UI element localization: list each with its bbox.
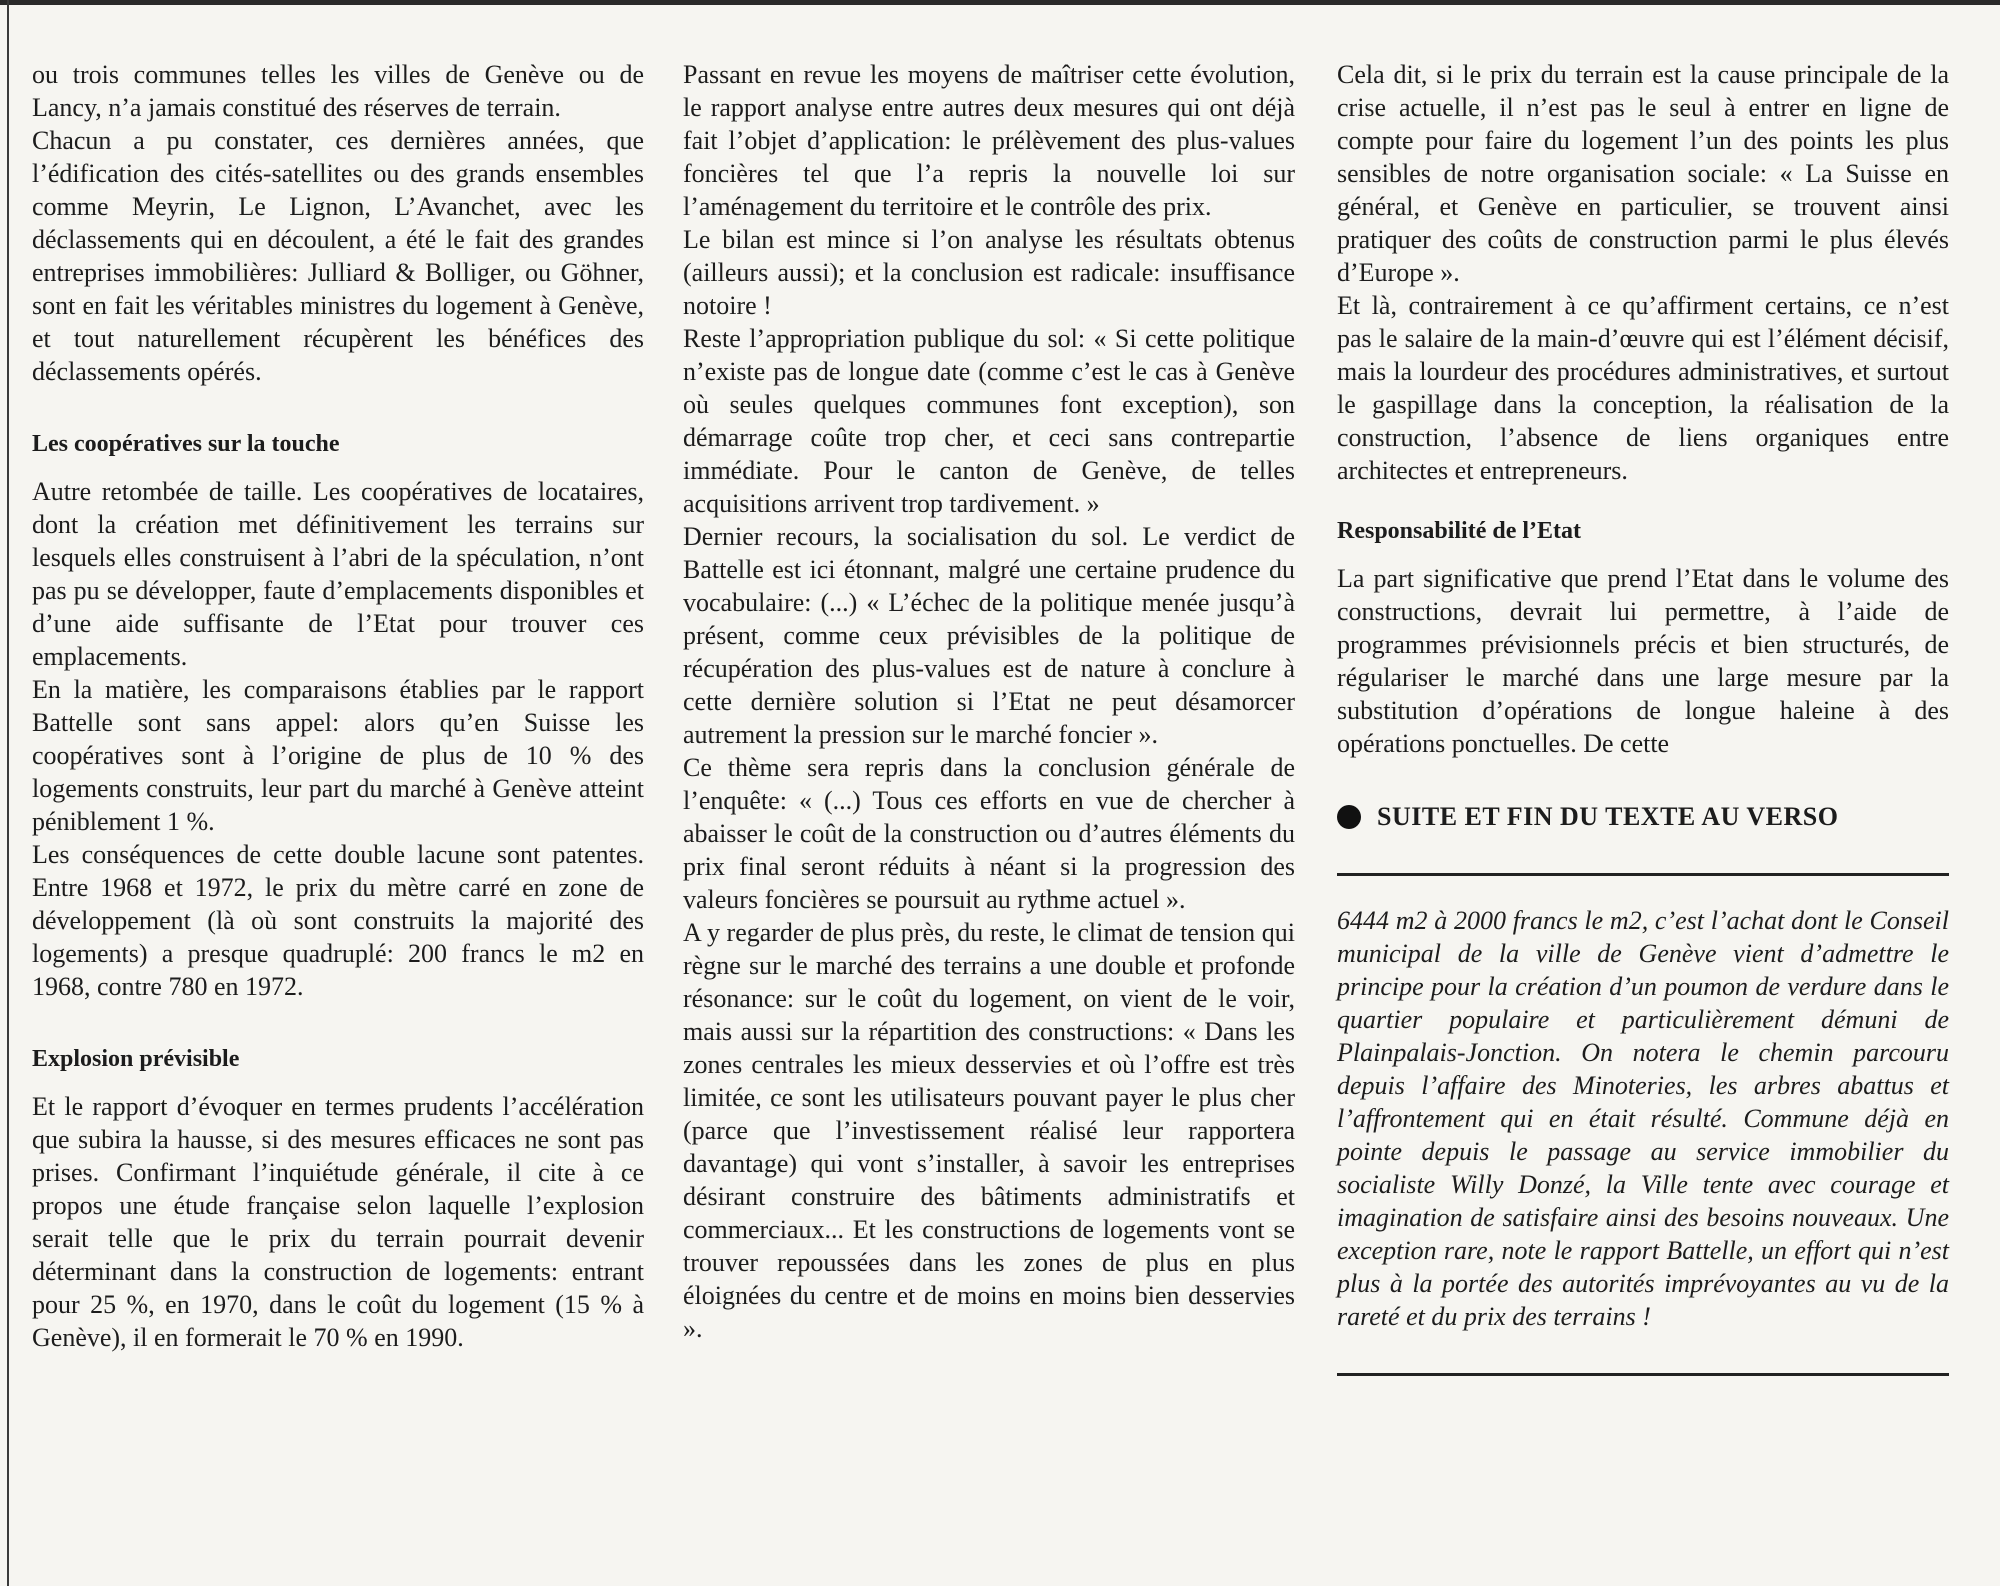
section-heading: Responsabilité de l’Etat xyxy=(1337,518,1582,544)
caption-bottom-rule xyxy=(1337,1373,1949,1376)
section-heading: Explosion prévisible xyxy=(32,1046,240,1072)
left-rule xyxy=(7,0,9,1586)
continued-notice-text: SUITE ET FIN DU TEXTE AU VERSO xyxy=(1377,802,1839,831)
paragraph: En la matière, les comparaisons établies par le rapport Battelle sont sans appel: alors qu’en Suisse les coopératives sont à l’origine de plus de 10 % des logements construits, leur part du marché à Genève atteint péniblement 1 %. xyxy=(32,675,644,836)
caption-text: 6444 m2 à 2000 francs le m2, c’est l’achat dont le Conseil municipal de la ville de Genève vient d’admettre le principe pour la création d’un poumon de verdure dans le quartier populaire et particulièrement démuni de Plainpalais-Jonction. On notera le chemin parcouru depuis l’affaire des Minoteries, les arbres abattus et l’affrontement qui en était résulté. Commune déjà en pointe depuis le passage au service immobilier du socialiste Willy Donzé, la Ville tente avec courage et imagination de satisfaire ainsi des besoins nouveaux. Une exception rare, note le rapport Battelle, un effort qui n’est plus à la portée des autorités imprévoyantes au vu de la rareté et du prix des terrains ! xyxy=(1337,906,1949,1331)
photo-caption xyxy=(1337,904,1949,1333)
paragraph: Les conséquences de cette double lacune sont patentes. Entre 1968 et 1972, le prix du mètre carré en zone de développement (là où sont construits la majorité des logements) a presque quadruplé: 200 francs le m2 en 1968, contre 780 en 1972. xyxy=(32,840,644,1001)
paragraph: La part significative que prend l’Etat dans le volume des constructions, devrait lui permettre, à l’aide de programmes prévisionnels précis et bien structurés, de régulariser le marché dans une large mesure par la substitution d’opérations de longue haleine à des opérations ponctuelles. De cette xyxy=(1337,564,1949,758)
paragraph: Ce thème sera repris dans la conclusion générale de l’enquête: « (...) Tous ces efforts en vue de chercher à abaisser le coût de la construction ou d’autres éléments du prix final seront réduits à néant si la progression des valeurs foncières se poursuit au rythme actuel ». xyxy=(683,753,1295,914)
paragraph: Et le rapport d’évoquer en termes prudents l’accélération que subira la hausse, si des mesures efficaces ne sont pas prises. Confirmant l’inquiétude générale, il cite à ce propos une étude française selon laquelle l’explosion serait telle que le prix du terrain pourrait devenir déterminant dans la construction de logements: entrant pour 25 %, en 1970, dans le coût du logement (15 % à Genève), il en formerait le 70 % en 1990. xyxy=(32,1092,644,1352)
column-2 xyxy=(683,58,1295,1345)
column-3 xyxy=(1337,58,1949,1376)
paragraph: Et là, contrairement à ce qu’affirment certains, ce n’est pas le salaire de la main-d’œuvre qui est l’élément décisif, mais la lourdeur des procédures administratives, et surtout le gaspillage dans la conception, la réalisation de la construction, l’absence de liens organiques entre architectes et entrepreneurs. xyxy=(1337,291,1949,485)
paragraph: Passant en revue les moyens de maîtriser cette évolution, le rapport analyse entre autres deux mesures qui ont déjà fait l’objet d’application: le prélèvement des plus-values foncières tel que l’a repris la nouvelle loi sur l’aménagement du territoire et le contrôle des prix. xyxy=(683,60,1295,221)
paragraph: A y regarder de plus près, du reste, le climat de tension qui règne sur le marché des terrains a une double et profonde résonance: sur le coût du logement, on vient de le voir, mais aussi sur la répartition des constructions: « Dans les zones centrales les mieux desservies et où l’offre est très limitée, ce sont les utilisateurs pouvant payer le plus cher (parce que l’investissement réalisé leur rapportera davantage) qui vont s’installer, à savoir les entreprises désirant construire des bâtiments administratifs et commerciaux... Et les constructions de logements vont se trouver repoussées dans les zones de plus en plus éloignées du centre et de moins en moins bien desservies ». xyxy=(683,918,1295,1343)
bullet-icon xyxy=(1337,805,1361,829)
paragraph: Dernier recours, la socialisation du sol. Le verdict de Battelle est ici étonnant, malgré une certaine prudence du vocabulaire: (...) « L’échec de la politique menée jusqu’à présent, comme ceux prévisibles de la politique de récupération des plus-values est de nature à conclure à cette dernière solution si l’Etat ne peut désamorcer autrement la pression sur le marché foncier ». xyxy=(683,522,1295,749)
paragraph: Chacun a pu constater, ces dernières années, que l’édification des cités-satellites ou des grands ensembles comme Meyrin, Le Lignon, L’Avanchet, avec les déclassements qui en découlent, a été le fait des grandes entreprises immobilières: Julliard & Bolliger, ou Göhner, sont en fait les véritables ministres du logement à Genève, et tout naturellement récupèrent les bénéfices des déclassements opérés. xyxy=(32,126,644,386)
paragraph: Cela dit, si le prix du terrain est la cause principale de la crise actuelle, il n’est pas le seul à entrer en ligne de compte pour faire du logement l’un des points les plus sensibles de notre organisation sociale: « La Suisse en général, et Genève en particulier, se trouvent ainsi pratiquer des coûts de construction parmi le plus élevés d’Europe ». xyxy=(1337,60,1949,287)
column-1 xyxy=(32,58,644,1354)
section-heading: Les coopératives sur la touche xyxy=(32,431,340,457)
continued-notice xyxy=(1337,800,1949,833)
top-rule xyxy=(0,0,2000,5)
paragraph: ou trois communes telles les villes de Genève ou de Lancy, n’a jamais constitué des réserves de terrain. xyxy=(32,60,644,122)
paragraph: Autre retombée de taille. Les coopératives de locataires, dont la création met définitivement les terrains sur lesquels elles construisent à l’abri de la spéculation, n’ont pas pu se développer, faute d’emplacements disponibles et d’une aide suffisante de l’Etat pour trouver ces emplacements. xyxy=(32,477,644,671)
paragraph: Le bilan est mince si l’on analyse les résultats obtenus (ailleurs aussi); et la conclusion est radicale: insuffisance notoire ! xyxy=(683,225,1295,320)
paragraph: Reste l’appropriation publique du sol: « Si cette politique n’existe pas de longue date (comme c’est le cas à Genève où seules quelques communes font exception), son démarrage coûte trop cher, et ceci sans contrepartie immédiate. Pour le canton de Genève, de telles acquisitions arrivent trop tardivement. » xyxy=(683,324,1295,518)
